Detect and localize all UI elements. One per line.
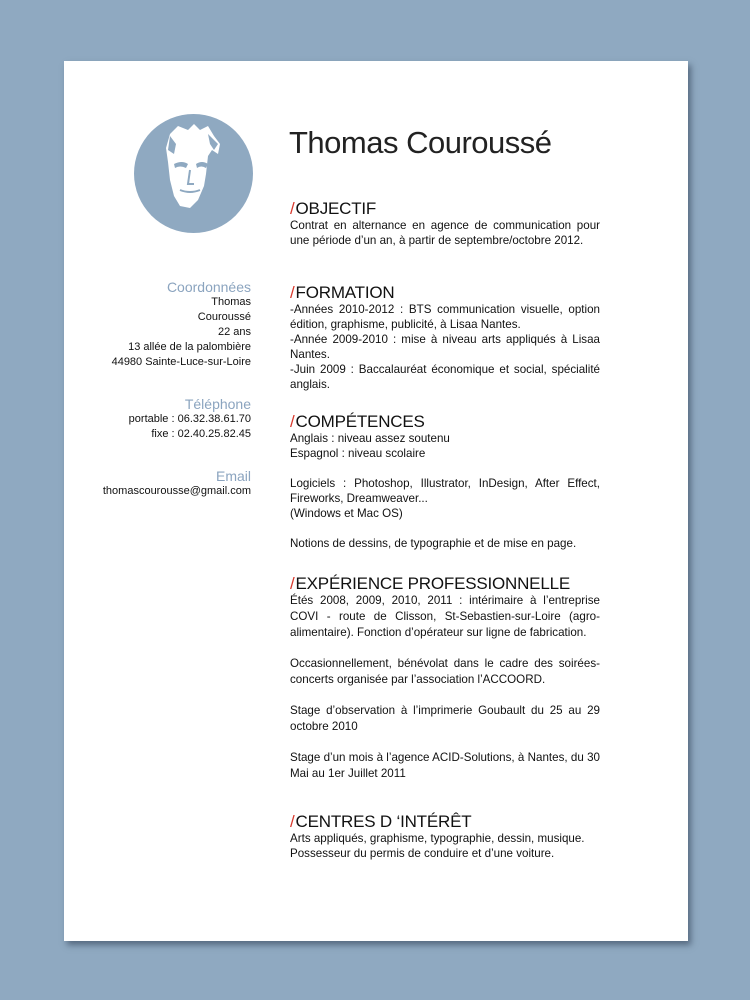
email-address: thomascourousse@gmail.com: [102, 485, 251, 497]
slash-accent: /: [290, 199, 295, 218]
section-body: [290, 431, 600, 551]
phone-title: Téléphone: [184, 396, 251, 412]
paragraph: -Années 2010-2012 : BTS communication visuelle, option édition, graphisme, publicité, à Lisaa Nantes.: [290, 303, 600, 331]
cv-page: [64, 61, 688, 941]
paragraph: -Année 2009-2010 : mise à niveau arts appliqués à Lisaa Nantes.: [290, 333, 600, 361]
slash-accent: /: [290, 574, 295, 593]
slash-accent: /: [290, 812, 295, 831]
coordinates-line: 22 ans: [217, 326, 251, 338]
paragraph: Espagnol : niveau scolaire: [290, 447, 426, 460]
section-title: [290, 812, 600, 831]
section-body: [290, 593, 600, 782]
face-illustration-icon: [134, 114, 253, 233]
candidate-name: Thomas Couroussé: [289, 125, 552, 160]
paragraph: Stage d’un mois à l’agence ACID-Solutions, à Nantes, du 30 Mai au 1er Juillet 2011: [290, 751, 600, 780]
section-title: [290, 574, 600, 593]
paragraph: Étés 2008, 2009, 2010, 2011 : intérimaire à l’entreprise COVI - route de Clisson, St-Sebastien-sur-Loire (agro-alimentaire). Fonction d’opérateur sur ligne de fabrication.: [290, 594, 600, 639]
coordinates-line: Couroussé: [197, 311, 251, 323]
section-experience: [290, 574, 600, 782]
section-interets: [290, 812, 600, 861]
portrait-avatar: [134, 114, 253, 233]
coordinates-line: Thomas: [211, 296, 251, 308]
paragraph: (Windows et Mac OS): [290, 507, 403, 520]
section-body: [290, 831, 600, 861]
email-title: Email: [215, 468, 251, 484]
slash-accent: /: [290, 283, 295, 302]
spacer: [290, 735, 600, 750]
slash-accent: /: [290, 412, 295, 431]
paragraph: Arts appliqués, graphisme, typographie, dessin, musique.: [290, 832, 585, 845]
spacer: [290, 688, 600, 703]
paragraph: -Juin 2009 : Baccalauréat économique et social, spécialité anglais.: [290, 363, 600, 391]
section-title: [290, 412, 600, 431]
section-title: [290, 283, 600, 302]
phone-landline: fixe : 02.40.25.82.45: [151, 428, 251, 440]
section-body: [290, 218, 600, 248]
paragraph: Possesseur du permis de conduire et d’une voiture.: [290, 847, 555, 860]
section-title: [290, 199, 600, 218]
spacer: [290, 461, 600, 476]
section-body: [290, 302, 600, 392]
section-title-text: CENTRES D ‘INTÉRÊT: [295, 812, 472, 831]
coordinates-block: [64, 279, 251, 370]
coordinates-title: Coordonnées: [166, 279, 251, 295]
email-block: [64, 468, 251, 499]
phone-mobile: portable : 06.32.38.61.70: [128, 413, 251, 425]
section-competences: [290, 412, 600, 551]
coordinates-line: 13 allée de la palombière: [128, 341, 251, 353]
coordinates-line: 44980 Sainte-Luce-sur-Loire: [111, 356, 251, 368]
section-title-text: FORMATION: [295, 283, 395, 302]
section-title-text: OBJECTIF: [295, 199, 377, 218]
paragraph: Contrat en alternance en agence de communication pour une période d’un an, à partir de septembre/octobre 2012.: [290, 219, 600, 247]
section-formation: [290, 283, 600, 392]
section-objectif: [290, 199, 600, 248]
paragraph: Anglais : niveau assez soutenu: [290, 432, 450, 445]
phone-block: [64, 396, 251, 442]
paragraph: Occasionnellement, bénévolat dans le cadre des soirées-concerts organisée par l’association l’ACCOORD.: [290, 657, 600, 686]
section-title-text: COMPÉTENCES: [295, 412, 425, 431]
paragraph: Stage d’observation à l’imprimerie Goubault du 25 au 29 octobre 2010: [290, 704, 600, 733]
paragraph: Notions de dessins, de typographie et de mise en page.: [290, 537, 577, 550]
section-title-text: EXPÉRIENCE PROFESSIONNELLE: [295, 574, 570, 593]
paragraph: Logiciels : Photoshop, Illustrator, InDesign, After Effect, Fireworks, Dreamweaver...: [290, 477, 600, 505]
spacer: [290, 521, 600, 536]
spacer: [290, 641, 600, 656]
